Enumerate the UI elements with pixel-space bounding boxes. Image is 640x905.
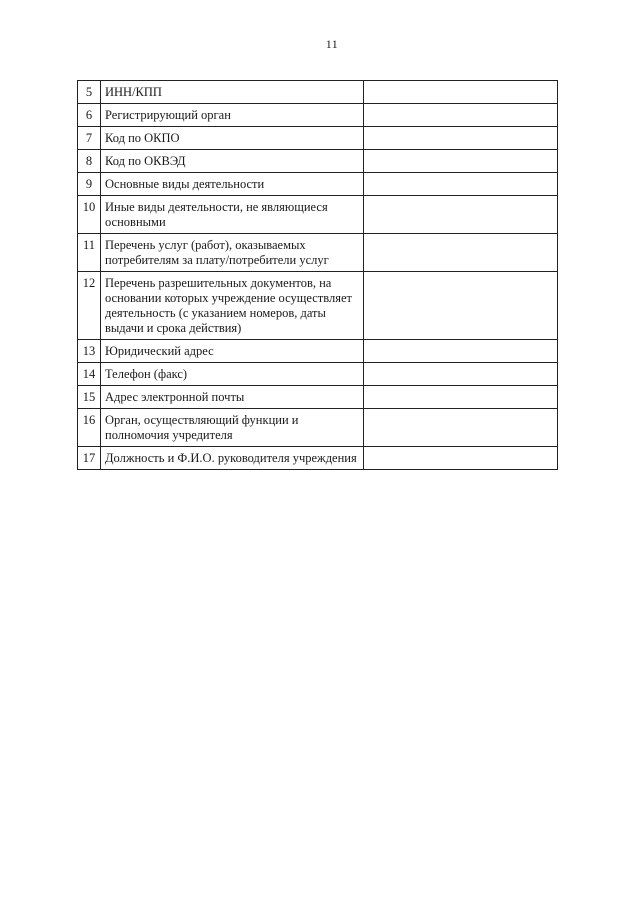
table-row — [78, 104, 558, 127]
table-row — [78, 196, 558, 234]
table-row — [78, 363, 558, 386]
row-label: Основные виды деятельности — [101, 173, 364, 196]
row-number: 11 — [78, 234, 101, 272]
table-row — [78, 81, 558, 104]
table-row — [78, 173, 558, 196]
row-label: Адрес электронной почты — [101, 386, 364, 409]
row-number: 17 — [78, 447, 101, 470]
row-number: 6 — [78, 104, 101, 127]
row-label: Код по ОКПО — [101, 127, 364, 150]
row-label: Перечень разрешительных документов, на основании которых учреждение осуществляет деятельность (с указанием номеров, даты выдачи и срока действия) — [101, 272, 364, 340]
row-number: 5 — [78, 81, 101, 104]
row-number: 16 — [78, 409, 101, 447]
row-label: Регистрирующий орган — [101, 104, 364, 127]
row-label: Код по ОКВЭД — [101, 150, 364, 173]
table-row — [78, 386, 558, 409]
row-value-field[interactable] — [364, 386, 558, 409]
row-value-field[interactable] — [364, 363, 558, 386]
row-value-field[interactable] — [364, 272, 558, 340]
table-row — [78, 447, 558, 470]
row-label: Иные виды деятельности, не являющиеся основными — [101, 196, 364, 234]
row-label: ИНН/КПП — [101, 81, 364, 104]
row-number: 13 — [78, 340, 101, 363]
table-row — [78, 340, 558, 363]
table-row — [78, 127, 558, 150]
row-number: 8 — [78, 150, 101, 173]
row-number: 9 — [78, 173, 101, 196]
row-number: 12 — [78, 272, 101, 340]
row-number: 14 — [78, 363, 101, 386]
table-row — [78, 150, 558, 173]
organization-info-table — [77, 80, 558, 470]
row-value-field[interactable] — [364, 196, 558, 234]
row-number: 7 — [78, 127, 101, 150]
table-row — [78, 234, 558, 272]
table-row — [78, 409, 558, 447]
row-number: 15 — [78, 386, 101, 409]
row-label: Юридический адрес — [101, 340, 364, 363]
row-value-field[interactable] — [364, 104, 558, 127]
row-label: Должность и Ф.И.О. руководителя учреждения — [101, 447, 364, 470]
row-number: 10 — [78, 196, 101, 234]
table-row — [78, 272, 558, 340]
row-value-field[interactable] — [364, 81, 558, 104]
row-value-field[interactable] — [364, 340, 558, 363]
row-label: Телефон (факс) — [101, 363, 364, 386]
row-value-field[interactable] — [364, 150, 558, 173]
row-value-field[interactable] — [364, 409, 558, 447]
row-value-field[interactable] — [364, 447, 558, 470]
row-label: Перечень услуг (работ), оказываемых потребителям за плату/потребители услуг — [101, 234, 364, 272]
row-label: Орган, осуществляющий функции и полномочия учредителя — [101, 409, 364, 447]
row-value-field[interactable] — [364, 127, 558, 150]
row-value-field[interactable] — [364, 234, 558, 272]
row-value-field[interactable] — [364, 173, 558, 196]
page-number: 11 — [325, 37, 339, 51]
